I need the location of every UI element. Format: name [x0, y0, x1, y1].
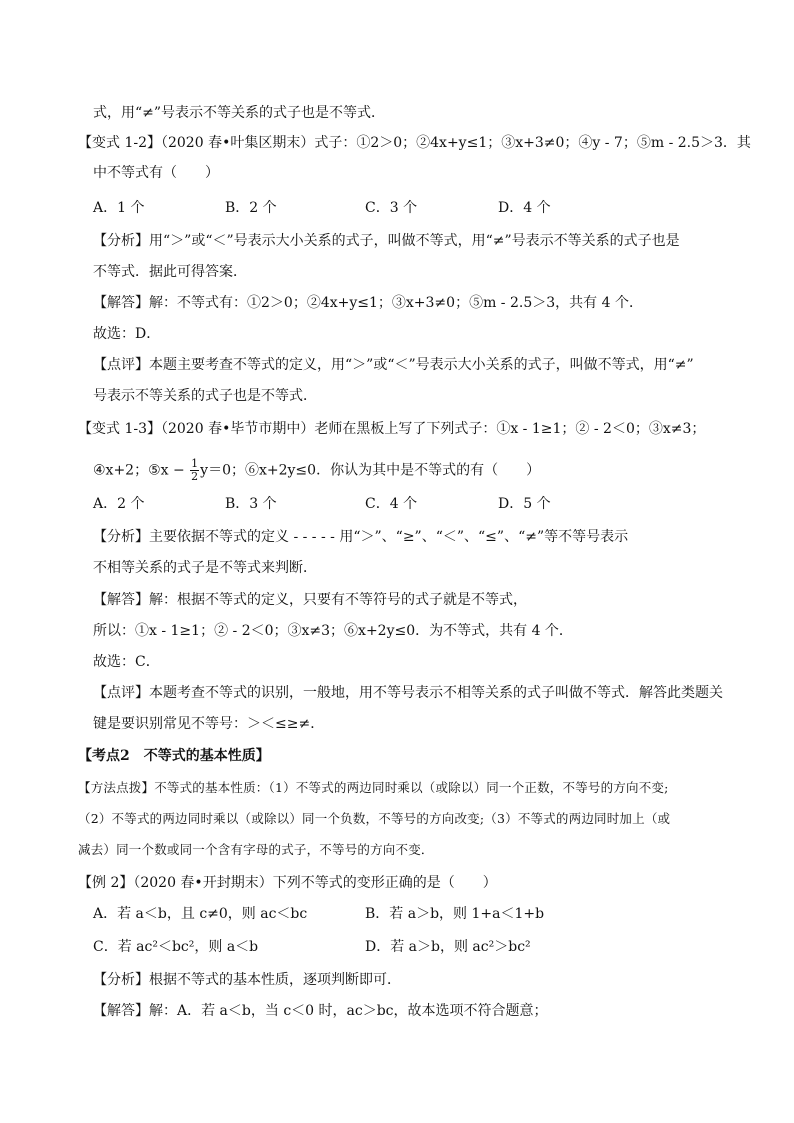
variant-1-2-question: 【变式 1-2】（2020 春•叶集区期末）式子：①2＞0；②4x+y≤1；③x+3≠0；④y - 7；⑤m - 2.5＞3．其 [78, 135, 751, 151]
method-line: 减去）同一个数或同一个含有字母的式子，不等号的方向不变． [78, 842, 434, 857]
analysis-line: 【分析】根据不等式的基本性质，逐项判断即可． [93, 972, 401, 988]
answer-line: 【解答】解：不等式有：①2＞0；②4x+y≤1；③x+3≠0；⑤m - 2.5＞3，共有 4 个． [93, 295, 643, 311]
choice-b: B．若 a＞b，则 1+a＜1+b [365, 906, 545, 922]
variant-1-3-question: 【变式 1-3】（2020 春•毕节市期中）老师在黑板上写了下列式子：①x - 1≥1；② - 2＜0；③x≠3； [78, 421, 706, 437]
choice-b: B．3 个 [225, 496, 277, 512]
formula-part: y＝0；⑥x+2y≤0．你认为其中是不等式的有（ ） [200, 462, 541, 479]
method-line: （2）不等式的两边同时乘以（或除以）同一个负数，不等号的方向改变;（3）不等式的两边同时加上（或 [78, 811, 671, 826]
choice-a: A．2 个 [93, 496, 145, 512]
choice-d: D．若 a＞b，则 ac²＞bc² [365, 939, 531, 955]
text-line: 所以：①x - 1≥1；② - 2＜0；③x≠3；⑥x+2y≤0．为不等式，共有 4 个． [93, 623, 573, 639]
choice-c: C．4 个 [365, 496, 418, 512]
text-line: 不等式．据此可得答案． [93, 264, 247, 280]
text-line: 式，用“≠”号表示不等关系的式子也是不等式． [93, 105, 386, 121]
comment-line: 【点评】本题主要考查不等式的定义，用“＞”或“＜”号表示大小关系的式子，叫做不等式，用“≠” [93, 357, 694, 373]
choice-d: D．5 个 [498, 496, 551, 512]
text-line: 故选：C． [93, 654, 160, 670]
comment-line: 【点评】本题考查不等式的识别，一般地，用不等号表示不相等关系的式子叫做不等式．解答此类题关 [93, 685, 723, 701]
formula-line [93, 457, 541, 483]
choice-d: D．4 个 [498, 200, 551, 216]
text-line: 键是要识别常见不等号：＞＜≤≥≠． [93, 716, 325, 732]
analysis-line: 【分析】用“＞”或“＜”号表示大小关系的式子，叫做不等式，用“≠”号表示不等关系的式子也是 [93, 233, 680, 249]
text-line: 号表示不等关系的式子也是不等式． [93, 388, 317, 404]
fraction-denominator: 2 [191, 470, 199, 483]
section-heading: 【考点2 不等式的基本性质】 [78, 748, 270, 764]
choice-a: A．若 a＜b，且 c≠0，则 ac＜bc [93, 906, 308, 922]
answer-line: 【解答】解：A．若 a＜b，当 c＜0 时，ac＞bc，故本选项不符合题意； [93, 1003, 548, 1019]
text-line: 中不等式有（ ） [93, 165, 219, 181]
analysis-line: 【分析】主要依据不等式的定义 - - - - - 用“＞”、“≥”、“＜”、“≤”、“≠”等不等号表示 [93, 529, 629, 545]
method-line: 【方法点拨】不等式的基本性质：（1）不等式的两边同时乘以（或除以）同一个正数，不等号的方向不变; [78, 780, 669, 795]
choice-c: C．3 个 [365, 200, 418, 216]
answer-line: 【解答】解：根据不等式的定义，只要有不等符号的式子就是不等式， [93, 592, 527, 608]
choice-c: C．若 ac²＜bc²，则 a＜b [93, 939, 259, 955]
formula-part: ④x+2；⑤x − [93, 462, 190, 479]
text-line: 不相等关系的式子是不等式来判断． [93, 560, 317, 576]
example-2-question: 【例 2】（2020 春•开封期末）下列不等式的变形正确的是（ ） [78, 875, 497, 891]
fraction-numerator: 1 [191, 457, 199, 470]
choice-b: B．2 个 [225, 200, 277, 216]
choice-a: A．1 个 [93, 200, 145, 216]
fraction [190, 458, 199, 483]
text-line: 故选：D． [93, 326, 161, 342]
